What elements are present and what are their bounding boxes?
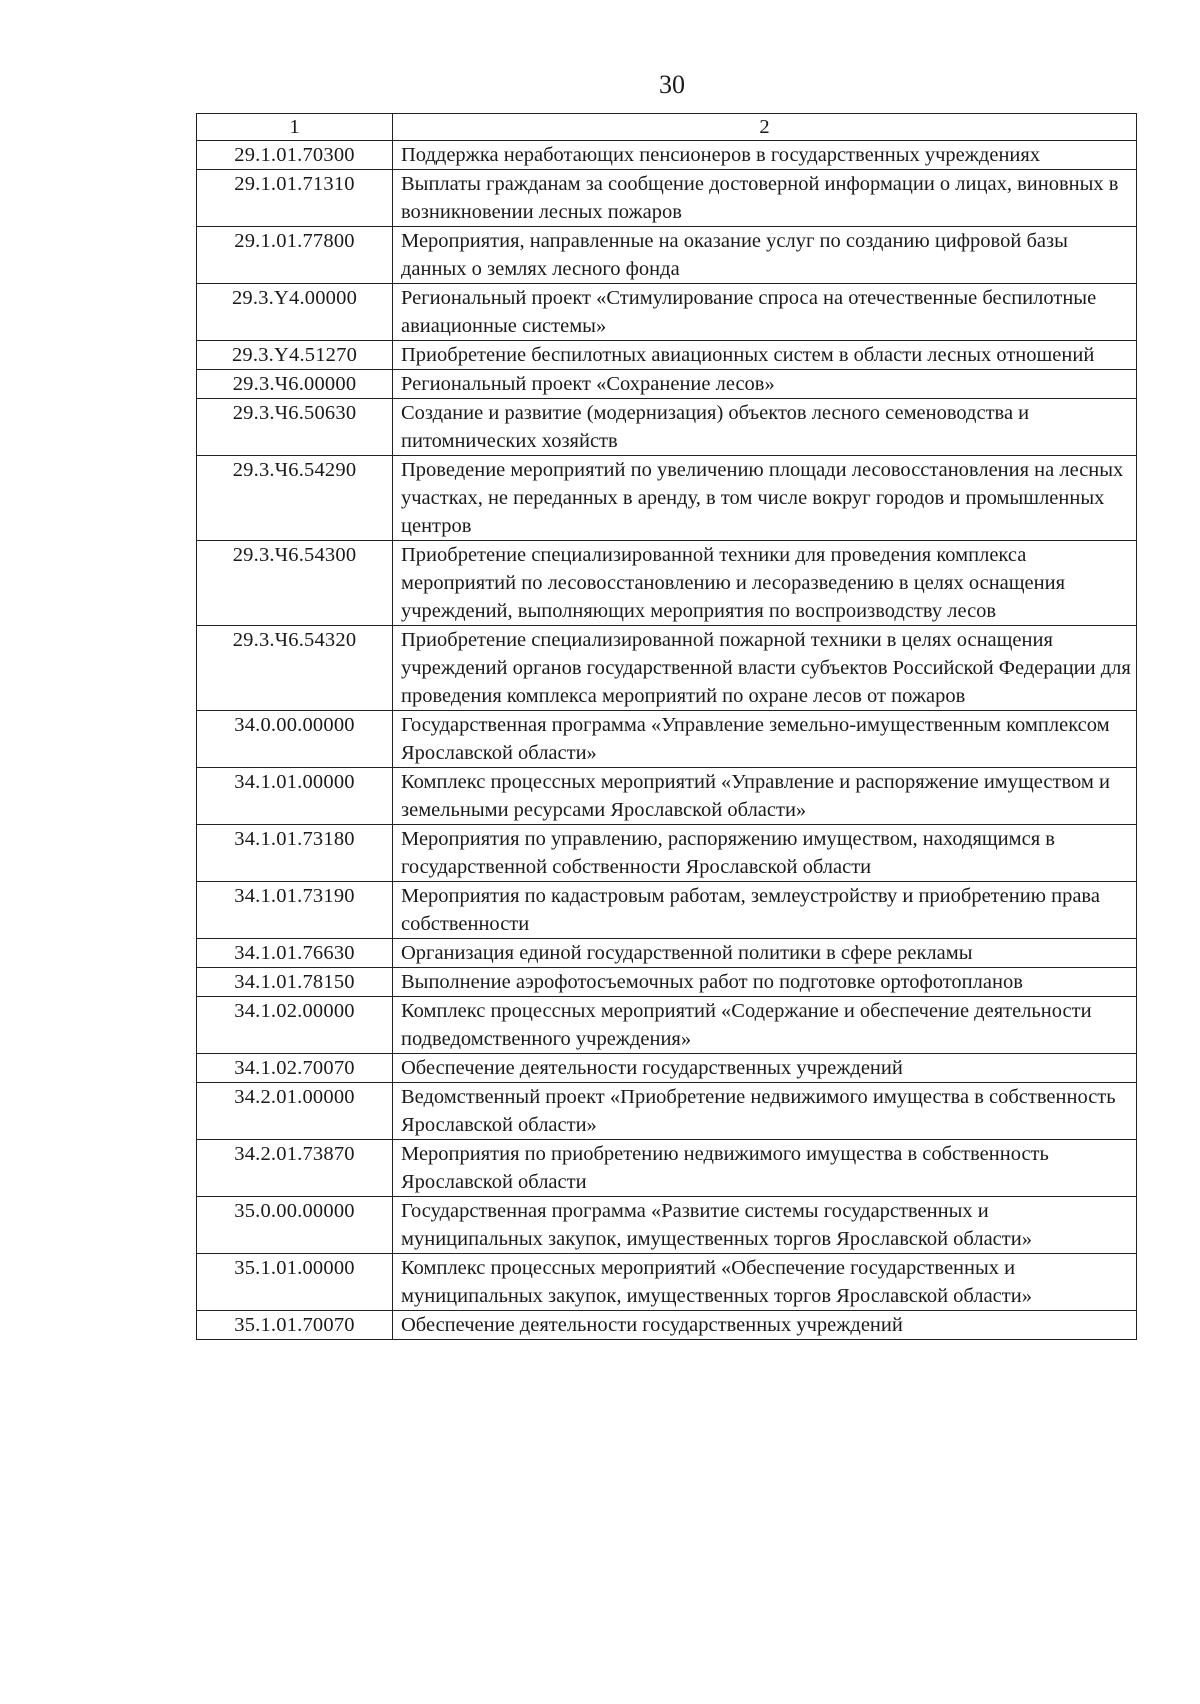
row-code: 29.1.01.70300 (197, 141, 393, 170)
table-header-row (197, 114, 1137, 141)
row-name: Региональный проект «Стимулирование спроса на отечественные беспилотные авиационные системы» (393, 284, 1137, 341)
table-row (197, 939, 1137, 968)
row-code: 35.1.01.00000 (197, 1254, 393, 1311)
row-name: Проведение мероприятий по увеличению площади лесовосстановления на лесных участках, не переданных в аренду, в том числе вокруг городов и промышленных центров (393, 456, 1137, 541)
row-code: 29.3.Ч6.50630 (197, 399, 393, 456)
table-body (197, 141, 1137, 1340)
table-row (197, 541, 1137, 626)
row-name: Государственная программа «Управление земельно-имущественным комплексом Ярославской области» (393, 711, 1137, 768)
column-header-1: 1 (197, 114, 393, 141)
row-name: Выплаты гражданам за сообщение достоверной информации о лицах, виновных в возникновении лесных пожаров (393, 170, 1137, 227)
page-number (0, 70, 1195, 100)
row-name: Обеспечение деятельности государственных учреждений (393, 1311, 1137, 1340)
table-row (197, 456, 1137, 541)
row-name: Мероприятия по приобретению недвижимого имущества в собственность Ярославской области (393, 1140, 1137, 1197)
row-name: Создание и развитие (модернизация) объектов лесного семеноводства и питомнических хозяйств (393, 399, 1137, 456)
row-name: Выполнение аэрофотосъемочных работ по подготовке ортофотопланов (393, 968, 1137, 997)
row-name: Комплекс процессных мероприятий «Содержание и обеспечение деятельности подведомственного учреждения» (393, 997, 1137, 1054)
document-table-container (196, 113, 1136, 1340)
row-code: 29.3.Ч6.54290 (197, 456, 393, 541)
row-name: Мероприятия, направленные на оказание услуг по созданию цифровой базы данных о землях лесного фонда (393, 227, 1137, 284)
table-row (197, 825, 1137, 882)
row-code: 34.1.02.00000 (197, 997, 393, 1054)
row-code: 35.0.00.00000 (197, 1197, 393, 1254)
row-code: 29.1.01.71310 (197, 170, 393, 227)
row-name: Обеспечение деятельности государственных учреждений (393, 1054, 1137, 1083)
row-name: Ведомственный проект «Приобретение недвижимого имущества в собственность Ярославской области» (393, 1083, 1137, 1140)
table-row (197, 227, 1137, 284)
table-row (197, 399, 1137, 456)
row-code: 34.1.02.70070 (197, 1054, 393, 1083)
table-row (197, 1254, 1137, 1311)
row-name: Организация единой государственной политики в сфере рекламы (393, 939, 1137, 968)
row-code: 34.0.00.00000 (197, 711, 393, 768)
table-row (197, 141, 1137, 170)
table-row (197, 1140, 1137, 1197)
table-row (197, 341, 1137, 370)
table-row (197, 768, 1137, 825)
table-row (197, 997, 1137, 1054)
row-name: Мероприятия по кадастровым работам, землеустройству и приобретению права собственности (393, 882, 1137, 939)
row-code: 34.1.01.73180 (197, 825, 393, 882)
column-header-2: 2 (393, 114, 1137, 141)
row-code: 29.1.01.77800 (197, 227, 393, 284)
row-code: 34.2.01.73870 (197, 1140, 393, 1197)
row-code: 34.2.01.00000 (197, 1083, 393, 1140)
table-row (197, 1054, 1137, 1083)
page-number-text: 30 (659, 70, 685, 99)
row-code: 35.1.01.70070 (197, 1311, 393, 1340)
table-row (197, 711, 1137, 768)
row-code: 29.3.Ч6.54300 (197, 541, 393, 626)
row-name: Приобретение специализированной техники для проведения комплекса мероприятий по лесовосстановлению и лесоразведению в целях оснащения учреждений, выполняющих мероприятия по воспроизводству лесов (393, 541, 1137, 626)
table-row (197, 626, 1137, 711)
row-code: 29.3.Ч6.00000 (197, 370, 393, 399)
row-code: 29.3.Y4.51270 (197, 341, 393, 370)
row-code: 34.1.01.73190 (197, 882, 393, 939)
code-table (196, 113, 1137, 1340)
row-name: Приобретение беспилотных авиационных систем в области лесных отношений (393, 341, 1137, 370)
table-row (197, 1197, 1137, 1254)
row-name: Мероприятия по управлению, распоряжению имуществом, находящимся в государственной собственности Ярославской области (393, 825, 1137, 882)
table-row (197, 370, 1137, 399)
row-code: 34.1.01.76630 (197, 939, 393, 968)
table-row (197, 170, 1137, 227)
row-name: Региональный проект «Сохранение лесов» (393, 370, 1137, 399)
row-name: Комплекс процессных мероприятий «Обеспечение государственных и муниципальных закупок, имущественных торгов Ярославской области» (393, 1254, 1137, 1311)
row-code: 29.3.Ч6.54320 (197, 626, 393, 711)
row-name: Государственная программа «Развитие системы государственных и муниципальных закупок, имущественных торгов Ярославской области» (393, 1197, 1137, 1254)
row-code: 34.1.01.00000 (197, 768, 393, 825)
row-code: 29.3.Y4.00000 (197, 284, 393, 341)
table-row (197, 882, 1137, 939)
table-row (197, 284, 1137, 341)
table-row (197, 1311, 1137, 1340)
table-row (197, 968, 1137, 997)
row-name: Поддержка неработающих пенсионеров в государственных учреждениях (393, 141, 1137, 170)
row-name: Приобретение специализированной пожарной техники в целях оснащения учреждений органов государственной власти субъектов Российской Федерации для проведения комплекса мероприятий по охране лесов от пожаров (393, 626, 1137, 711)
row-code: 34.1.01.78150 (197, 968, 393, 997)
row-name: Комплекс процессных мероприятий «Управление и распоряжение имуществом и земельными ресурсами Ярославской области» (393, 768, 1137, 825)
table-row (197, 1083, 1137, 1140)
